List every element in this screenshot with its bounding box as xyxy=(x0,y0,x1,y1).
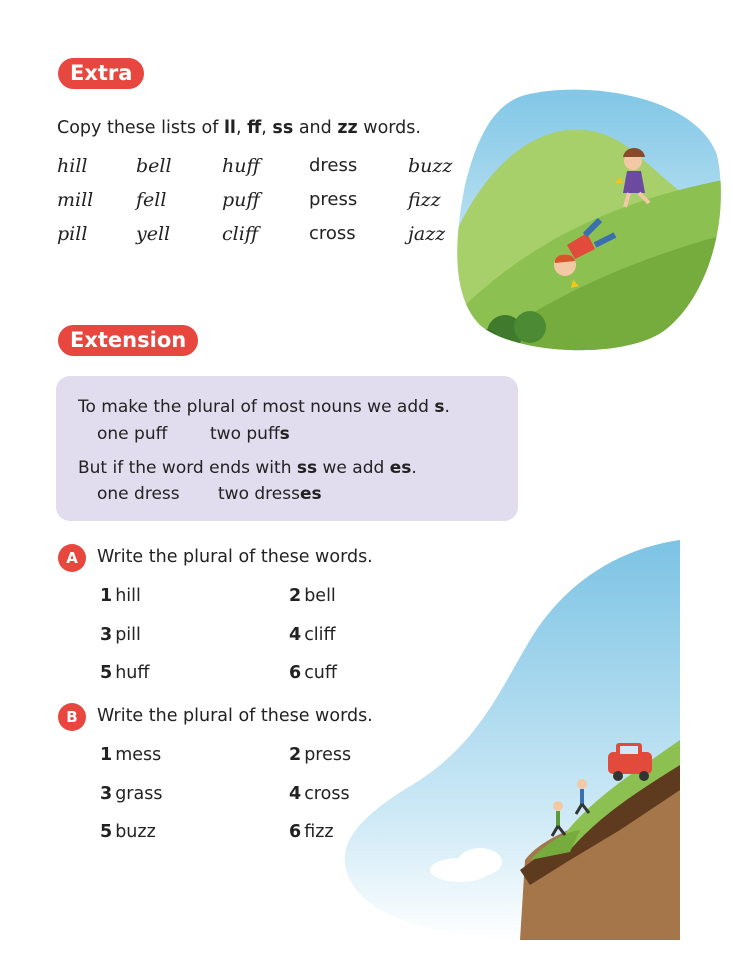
extra-badge: Extra xyxy=(58,58,144,89)
instruction-ff: ff xyxy=(247,118,262,138)
rule-1-end: . xyxy=(444,397,450,417)
rule-2-text: But if the word ends with xyxy=(78,458,297,478)
word-fell: fell xyxy=(136,189,167,211)
item-number: 3 xyxy=(100,625,113,645)
extension-badge: Extension xyxy=(58,325,198,356)
rule-2-bold-ss: ss xyxy=(296,458,318,478)
cliff-illustration xyxy=(330,540,680,940)
word-dress: dress xyxy=(309,155,358,176)
item-number: 6 xyxy=(289,663,302,683)
section-a-item-2 xyxy=(289,586,336,606)
section-a-marker: A xyxy=(58,544,86,572)
word-yell: yell xyxy=(136,223,171,245)
item-number: 2 xyxy=(289,745,302,765)
word-buzz: buzz xyxy=(408,155,453,177)
rule-2 xyxy=(78,458,417,478)
item-number: 6 xyxy=(289,822,302,842)
rule-2-end: . xyxy=(411,458,417,478)
word-mill: mill xyxy=(57,189,94,211)
word-puff: puff xyxy=(222,189,260,211)
section-b-item-1 xyxy=(100,745,161,765)
word-jazz: jazz xyxy=(408,223,446,245)
word-cross: cross xyxy=(309,223,356,244)
rule-1 xyxy=(78,397,450,417)
word-huff: huff xyxy=(222,155,260,177)
item-word: hill xyxy=(115,586,141,606)
item-word: cross xyxy=(304,784,350,804)
item-word: huff xyxy=(115,663,150,683)
example-1-left: one puff xyxy=(97,424,168,444)
instruction-ss: ss xyxy=(272,118,294,138)
item-number: 4 xyxy=(289,625,302,645)
section-a-title: Write the plural of these words. xyxy=(97,547,373,567)
rule-2-mid: we add xyxy=(317,458,390,478)
item-word: cliff xyxy=(304,625,336,645)
instruction-ll: ll xyxy=(223,118,236,138)
item-word: mess xyxy=(115,745,162,765)
example-1-right xyxy=(210,424,290,444)
item-number: 2 xyxy=(289,586,302,606)
word-fizz: fizz xyxy=(408,189,441,211)
item-word: fizz xyxy=(304,822,334,842)
item-number: 5 xyxy=(100,822,113,842)
section-b-marker: B xyxy=(58,703,86,731)
example-2-base: two dress xyxy=(218,484,300,504)
word-cliff: cliff xyxy=(222,223,259,245)
item-word: cuff xyxy=(304,663,337,683)
section-a-item-1 xyxy=(100,586,141,606)
instruction-zz: zz xyxy=(337,118,358,138)
example-1-base: two puff xyxy=(210,424,280,444)
example-2-right xyxy=(218,484,322,504)
section-a-item-5 xyxy=(100,663,149,683)
example-2-left: one dress xyxy=(97,484,180,504)
word-press: press xyxy=(309,189,358,210)
item-word: grass xyxy=(115,784,163,804)
word-hill: hill xyxy=(57,155,88,177)
instruction-text: words. xyxy=(357,118,421,138)
example-1-suffix: s xyxy=(279,424,290,444)
word-pill: pill xyxy=(57,223,88,245)
item-word: bell xyxy=(304,586,336,606)
extra-instruction xyxy=(57,118,421,138)
item-number: 3 xyxy=(100,784,113,804)
example-2-suffix: es xyxy=(299,484,322,504)
section-a-item-4 xyxy=(289,625,336,645)
word-bell: bell xyxy=(136,155,172,177)
instruction-text: , xyxy=(235,118,248,138)
instruction-text: Copy these lists of xyxy=(57,118,224,138)
instruction-text: and xyxy=(293,118,338,138)
item-number: 1 xyxy=(100,745,113,765)
rule-1-bold: s xyxy=(434,397,445,417)
hill-children-illustration xyxy=(455,85,723,353)
item-number: 4 xyxy=(289,784,302,804)
item-number: 1 xyxy=(100,586,113,606)
section-b-item-5 xyxy=(100,822,156,842)
section-b-item-3 xyxy=(100,784,162,804)
rule-1-text: To make the plural of most nouns we add xyxy=(78,397,435,417)
item-number: 5 xyxy=(100,663,113,683)
instruction-text: , xyxy=(261,118,273,138)
item-word: buzz xyxy=(115,822,156,842)
section-b-title: Write the plural of these words. xyxy=(97,706,373,726)
rule-2-bold-es: es xyxy=(389,458,412,478)
item-word: press xyxy=(304,745,352,765)
section-b-item-6 xyxy=(289,822,334,842)
section-a-item-3 xyxy=(100,625,141,645)
item-word: pill xyxy=(115,625,141,645)
